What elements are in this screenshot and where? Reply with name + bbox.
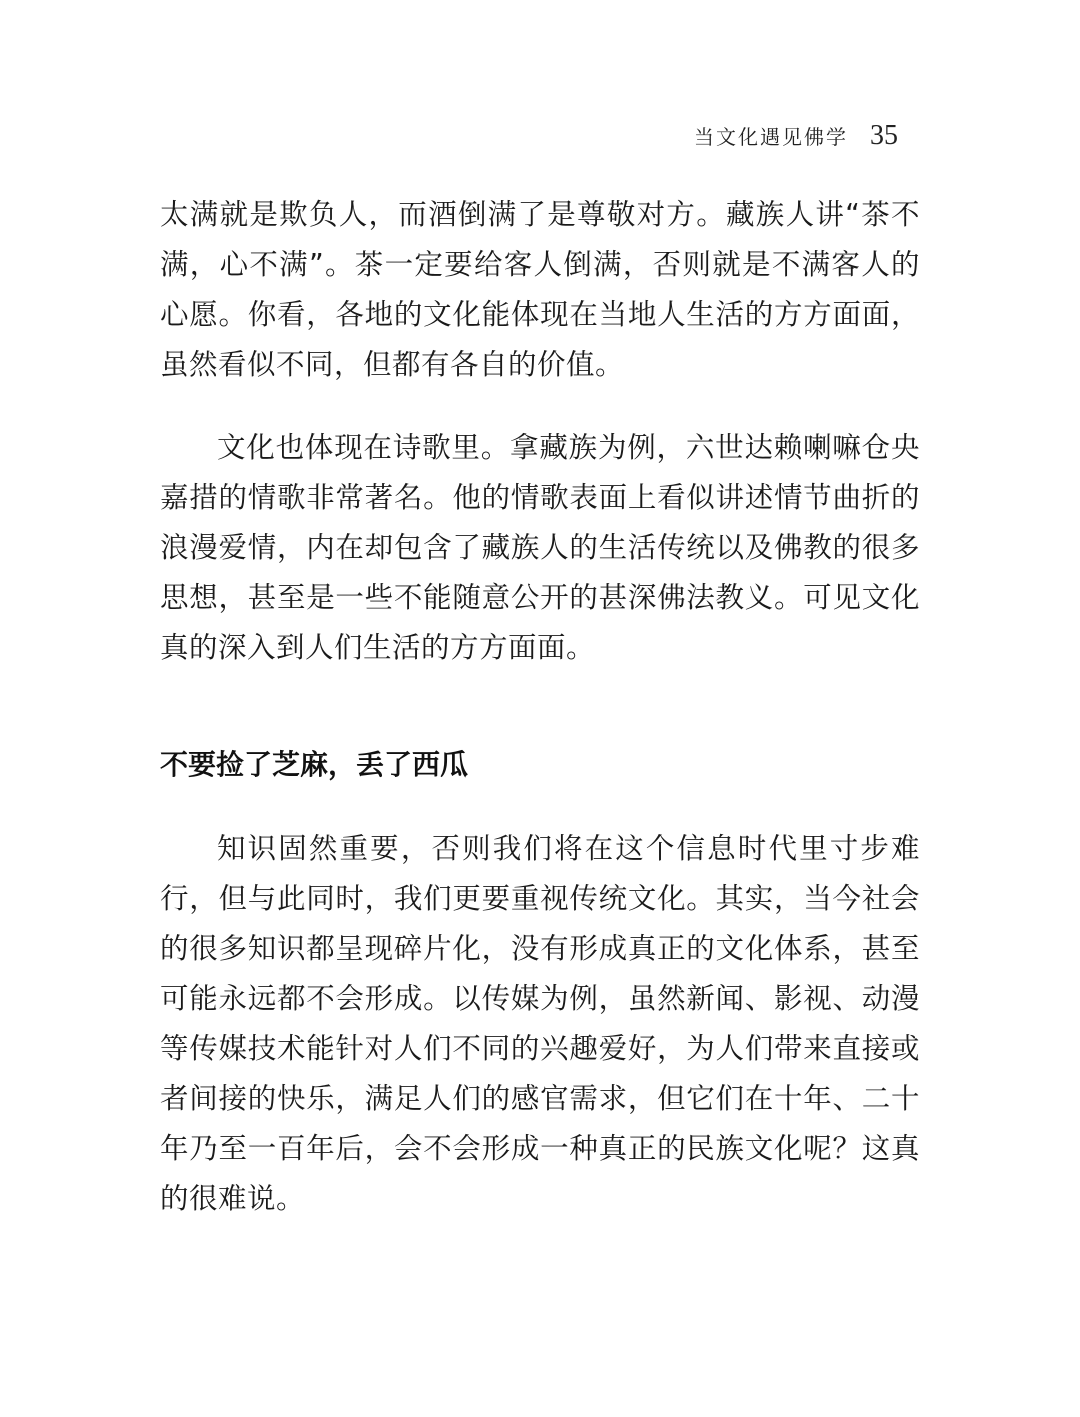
section-heading: 不要捡了芝麻，丢了西瓜 xyxy=(160,748,469,781)
paragraph-1: 太满就是欺负人，而酒倒满了是尊敬对方。藏族人讲“茶不满，心不满”。茶一定要给客人倒满，否则就是不满客人的心愿。你看，各地的文化能体现在当地人生活的方方面面，虽然看似不同，但都有各自的价值。 xyxy=(160,198,920,381)
paragraph-2: 文化也体现在诗歌里。拿藏族为例，六世达赖喇嘛仓央嘉措的情歌非常著名。他的情歌表面上看似讲述情节曲折的浪漫爱情，内在却包含了藏族人的生活传统以及佛教的很多思想，甚至是一些不能随意公开的甚深佛法教义。可见文化真的深入到人们生活的方方面面。 xyxy=(160,431,920,664)
page-number: 35 xyxy=(870,120,898,151)
running-header-title: 当文化遇见佛学 xyxy=(694,125,848,149)
section-paragraph-1: 知识固然重要，否则我们将在这个信息时代里寸步难行，但与此同时，我们更要重视传统文化。其实，当今社会的很多知识都呈现碎片化，没有形成真正的文化体系，甚至可能永远都不会形成。以传媒为例，虽然新闻、影视、动漫等传媒技术能针对人们不同的兴趣爱好，为人们带来直接或者间接的快乐，满足人们的感官需求，但它们在十年、二十年乃至一百年后，会不会形成一种真正的民族文化呢？这真的很难说。 xyxy=(160,832,920,1215)
running-header xyxy=(694,120,898,152)
